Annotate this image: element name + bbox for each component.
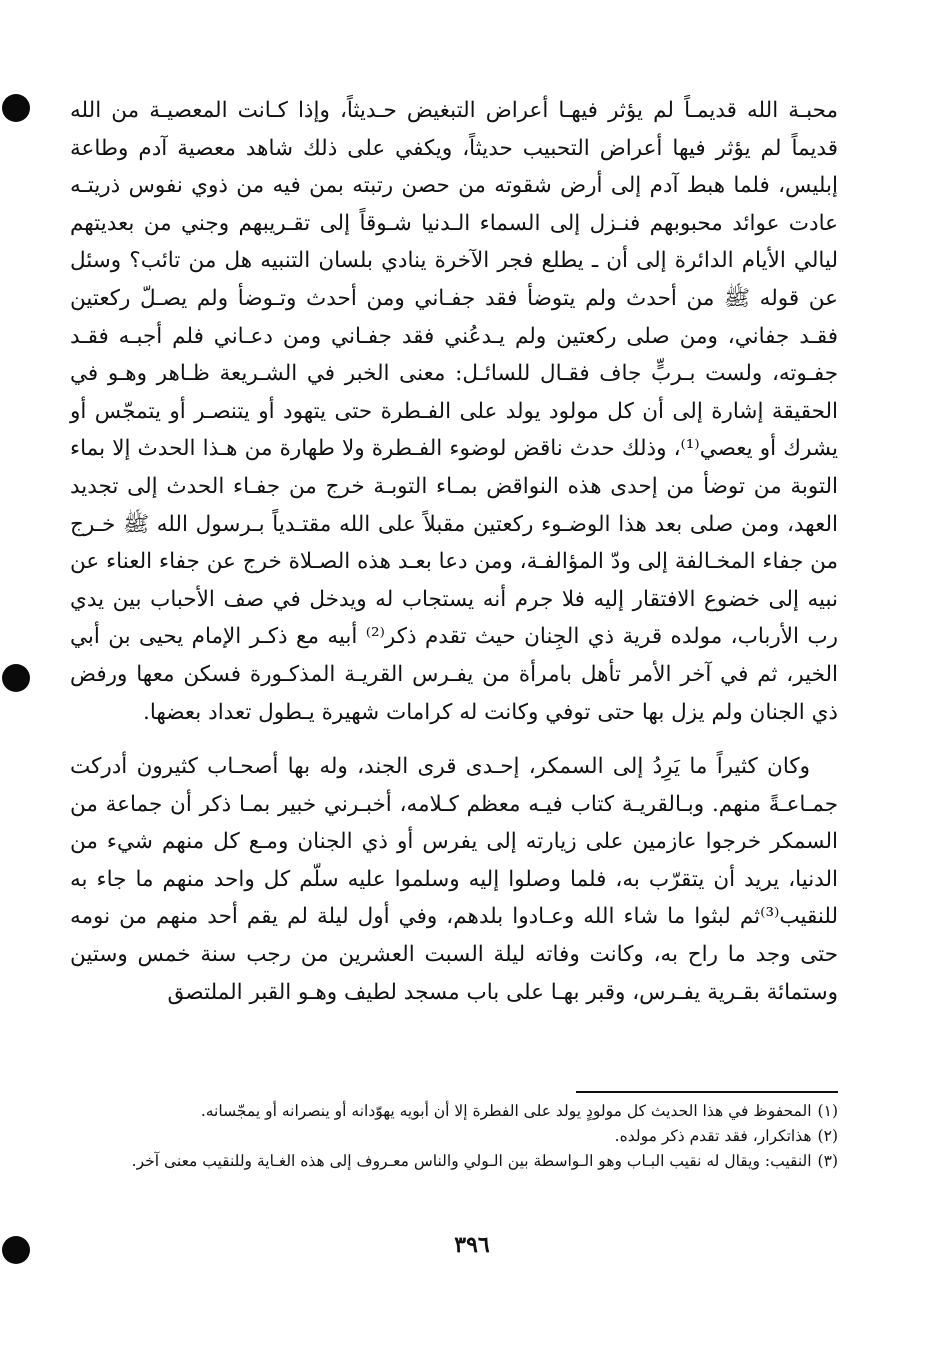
- binder-hole-top: [2, 94, 30, 122]
- footnote-number: (١): [817, 1102, 838, 1120]
- footnote-2: [76, 1125, 838, 1147]
- footnote-text: هذاتكرار، فقد تقدم ذكر مولده.: [614, 1127, 812, 1145]
- footnote-text: المحفوظ في هذا الحديث كل مولودٍ يولد على الفطرة إلا أن أبويه يهوّدانه أو ينصرانه أو يمجّسانه.: [200, 1102, 812, 1120]
- main-text: [70, 92, 838, 1011]
- footnote-3: [76, 1150, 838, 1172]
- footnote-number: (٢): [817, 1127, 838, 1145]
- footnote-number: (٣): [817, 1152, 838, 1170]
- footnote-separator: [576, 1091, 838, 1093]
- page-number: ٣٩٦: [454, 1232, 490, 1258]
- footnotes: [76, 1100, 838, 1175]
- footnote-text: النقيب: ويقال له نقيب البـاب وهو الـواسطة بين الـولي والناس معـروف إلى هذه الغـاية وللنقيب معنى آخر.: [131, 1152, 812, 1170]
- paragraph: وكان كثيراً ما يَرِدُ إلى السمكر، إحـدى قرى الجند، وله بها أصحـاب كثيرون أدركت جمـاعـةً منهم. وبـالقريـة كتاب فيـه معظم كـلامه، أخبـرني خبير بمـا ذكر أن جماعة من السمكر خرجوا عازمين على زيارته إلى يفرس أو ذي الجنان ومـع كل منهم شيء من الدنيا، يريد أن يتقرّب به، فلما وصلوا إليه وسلموا عليه سلّم كل واحد منهم ما جاء به للنقيب⁽³⁾ثم لبثوا ما شاء الله وعـادوا بلدهم، وفي أول ليلة لم يقم أحد منهم من نومه حتى وجد ما راح به، وكانت وفاته ليلة السبت العشرين من رجب سنة خمس وستين وستمائة بقـرية يفـرس، وقبر بهـا على باب مسجد لطيف وهـو القبر الملتصق: [70, 754, 838, 1005]
- paragraph: محبـة الله قديمـاً لم يؤثر فيهـا أعراض التبغيض حـديثاً، وإذا كـانت المعصيـة من الله قديماً لم يؤثر فيها أعراض التحبيب حديثاً، ويكفي على ذلك شاهد معصية آدم وطاعة إبليس، فلما هبط آدم إلى أرض شقوته من حصن رتبته بمن فيه من ذوي نفوس ذريتـه عادت عوائد محبوبهم فنـزل إلى السماء الـدنيا شـوقاً إلى تقـريبهم وجني من بعديتهم ليالي الأيام الدائرة إلى أن ـ يطلع فجر الآخرة ينادي بلسان التنبيه هل من تائب؟ وسئل عن قوله ﷺ من أحدث ولم يتوضأ فقد جفـاني ومن أحدث وتـوضأ ولم يصـلّ ركعتين فقـد جفاني، ومن صلى ركعتين ولم يـدعُني فقد جفـاني ومن دعـاني فلم أجبـه فقـد جفـوته، ولست بـربٍّ جاف فقـال للسائـل: معنى الخبر في الشـريعة ظـاهر وهـو في الحقيقة إشارة إلى أن كل مولود يولد على الفـطرة حتى يتهود أو يتنصـر أو يتمجّس أو يشرك أو يعصي⁽¹⁾، وذلك حدث ناقض لوضوء الفـطرة ولا طهارة من هـذا الحدث إلا بماء التوبة من توضأ من إحدى هذه النواقض بمـاء التوبـة خرج من جفـاء الحدث إلى تجديد العهد، ومن صلى بعد هذا الوضـوء ركعتين مقبلاً على الله مقتـدياً بـرسول الله ﷺ خـرج من جفاء المخـالفة إلى ودّ المؤالفـة، ومن دعا بعـد هذه الصـلاة خرج عن جفاء العناء عن نبيه إلى خضوع الافتقار إليه فلا جرم أنه يستجاب له ويدخل في صف الأحباب بين يدي رب الأرباب، مولده قرية ذي الجِنان حيث تقدم ذكر⁽²⁾ أبيه مع ذكـر الإمام يحيى بن أبي الخير، ثم في آخر الأمر تأهل بامرأة من يفـرس القريـة المذكـورة فسكن معها ورفض ذي الجنان ولم يزل بها حتى توفي وكانت له كرامات شهيرة يـطول تعداد بعضها.: [70, 98, 839, 725]
- binder-hole-middle: [2, 664, 30, 692]
- footnote-1: [76, 1100, 838, 1122]
